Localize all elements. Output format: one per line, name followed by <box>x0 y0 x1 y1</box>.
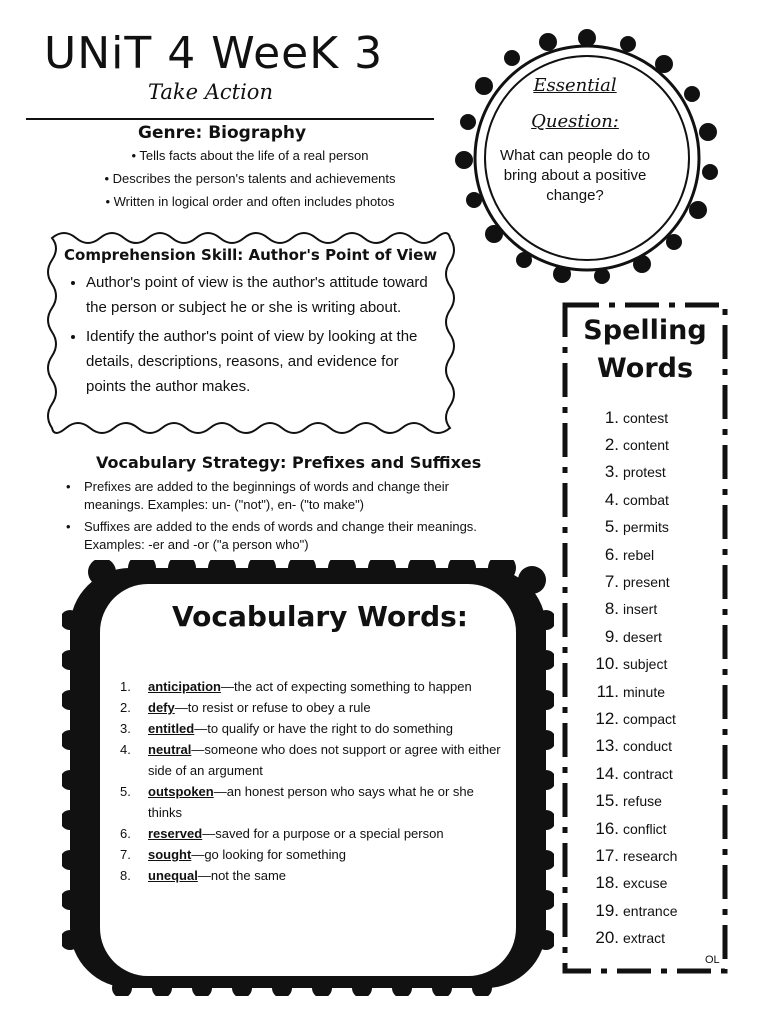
genre-bullet: • Written in logical order and often includes photos <box>60 194 440 209</box>
spelling-word: contract <box>623 765 673 782</box>
spelling-number: 12. <box>595 708 619 728</box>
spelling-number: 3. <box>604 462 619 482</box>
spelling-item <box>585 623 715 650</box>
spelling-item <box>585 568 715 595</box>
spelling-number: 13. <box>595 736 619 756</box>
spelling-word: research <box>623 847 678 864</box>
spelling-number: 10. <box>595 654 619 674</box>
vocab-strategy-bullet: • Suffixes are added to the ends of words and change their meanings. Examples: -er and -or ("a person who") <box>60 518 504 554</box>
vocabulary-term: sought <box>148 847 192 862</box>
spelling-item <box>585 678 715 705</box>
spelling-word: compact <box>623 710 676 727</box>
spelling-word: conduct <box>623 738 673 755</box>
spelling-word: refuse <box>623 793 662 810</box>
spelling-item <box>585 760 715 787</box>
spelling-number: 18. <box>595 873 619 893</box>
vocabulary-term: reserved <box>148 826 203 841</box>
footer-mark: OL <box>705 954 720 966</box>
comprehension-heading: Comprehension Skill: Author's Point of View <box>64 246 438 264</box>
spelling-number: 5. <box>604 517 619 537</box>
comprehension-bullet-list <box>86 270 436 403</box>
spelling-item <box>585 842 715 869</box>
spelling-item <box>585 897 715 924</box>
vocab-strategy-bullet: • Prefixes are added to the beginnings of words and change their meanings. Examples: un- ("not"), en- ("to make") <box>60 478 504 514</box>
vocabulary-definition: —the act of expecting something to happen <box>220 679 472 694</box>
vocabulary-item <box>120 823 504 844</box>
page-title: UNiT 4 WeeK 3 <box>44 28 384 79</box>
comprehension-bullet: • Author's point of view is the author's attitude toward the person or subject he or she is writing about. <box>86 270 436 320</box>
genre-heading: Genre: Biography <box>138 123 307 143</box>
vocabulary-term: unequal <box>148 868 198 883</box>
spelling-item <box>585 924 715 951</box>
spelling-item <box>585 733 715 760</box>
vocabulary-item-number: 1. <box>120 679 131 694</box>
spelling-word: rebel <box>623 546 655 563</box>
spelling-item <box>585 541 715 568</box>
vocabulary-heading: Vocabulary Words: <box>172 600 468 633</box>
genre-bullet: • Tells facts about the life of a real person <box>60 148 440 163</box>
spelling-heading-line: Words <box>596 353 694 384</box>
spelling-item <box>585 404 715 431</box>
vocabulary-item-number: 8. <box>120 868 131 883</box>
spelling-heading <box>570 312 720 388</box>
spelling-number: 17. <box>595 845 619 865</box>
vocabulary-item-number: 4. <box>120 742 131 757</box>
vocabulary-item <box>120 781 504 823</box>
vocabulary-item <box>120 697 504 718</box>
vocabulary-item <box>120 739 504 781</box>
spelling-item <box>585 870 715 897</box>
spelling-word: entrance <box>623 902 678 919</box>
genre-bullet: • Describes the person's talents and achievements <box>60 171 440 186</box>
spelling-word: excuse <box>623 875 668 892</box>
comprehension-bullet: • Identify the author's point of view by looking at the details, descriptions, reasons, and evidence for points the author makes. <box>86 324 436 399</box>
spelling-item <box>585 705 715 732</box>
spelling-word: permits <box>623 519 669 536</box>
vocabulary-item-number: 7. <box>120 847 131 862</box>
spelling-number: 19. <box>595 900 619 920</box>
vocabulary-term: anticipation <box>148 679 221 694</box>
spelling-word: contest <box>623 409 669 426</box>
vocabulary-item <box>120 718 504 739</box>
vocab-strategy-heading: Vocabulary Strategy: Prefixes and Suffixes <box>96 453 482 472</box>
spelling-item <box>585 787 715 814</box>
essential-question-title: Essential Question: <box>531 75 619 132</box>
spelling-number: 20. <box>595 928 619 948</box>
vocab-strategy-bullet-list <box>60 478 504 558</box>
spelling-word: insert <box>623 601 658 618</box>
vocabulary-term: entitled <box>148 721 195 736</box>
spelling-word: subject <box>623 656 668 673</box>
genre-bullet-list <box>60 148 440 217</box>
vocabulary-item <box>120 676 504 697</box>
vocabulary-item-number: 6. <box>120 826 131 841</box>
vocabulary-item-number: 3. <box>120 721 131 736</box>
spelling-number: 2. <box>604 435 619 455</box>
vocabulary-term: defy <box>148 700 175 715</box>
spelling-item <box>585 431 715 458</box>
spelling-list <box>585 404 715 952</box>
spelling-word: desert <box>623 628 662 645</box>
spelling-item <box>585 514 715 541</box>
spelling-word: combat <box>623 491 669 508</box>
spelling-number: 16. <box>595 818 619 838</box>
vocabulary-item <box>120 865 504 886</box>
vocabulary-definition: —to qualify or have the right to do something <box>194 721 453 736</box>
spelling-word: present <box>623 574 670 591</box>
spelling-item <box>585 596 715 623</box>
vocabulary-item-number: 5. <box>120 784 131 799</box>
vocabulary-definition: —someone who does not support or agree with either side of an argument <box>148 742 501 778</box>
spelling-number: 14. <box>595 763 619 783</box>
vocabulary-definition: —go looking for something <box>191 847 346 862</box>
spelling-number: 6. <box>604 544 619 564</box>
vocabulary-definition: —to resist or refuse to obey a rule <box>174 700 371 715</box>
spelling-number: 15. <box>595 791 619 811</box>
vocabulary-definition: —an honest person who says what he or she thinks <box>148 784 474 820</box>
spelling-item <box>585 459 715 486</box>
vocabulary-list <box>120 676 504 886</box>
spelling-word: content <box>623 437 669 454</box>
vocabulary-definition: —saved for a purpose or a special person <box>202 826 444 841</box>
spelling-item <box>585 486 715 513</box>
spelling-word: protest <box>623 464 666 481</box>
spelling-item <box>585 815 715 842</box>
spelling-heading-line: Spelling <box>583 315 707 346</box>
spelling-item <box>585 651 715 678</box>
title-divider <box>26 118 434 120</box>
spelling-word: extract <box>623 930 666 947</box>
spelling-number: 9. <box>604 626 619 646</box>
spelling-number: 7. <box>604 572 619 592</box>
vocabulary-item <box>120 844 504 865</box>
spelling-number: 11. <box>596 681 619 701</box>
vocabulary-definition: —not the same <box>197 868 286 883</box>
spelling-number: 4. <box>604 489 619 509</box>
vocabulary-term: neutral <box>148 742 192 757</box>
spelling-number: 8. <box>604 599 619 619</box>
vocabulary-term: outspoken <box>148 784 214 799</box>
page-subtitle: Take Action <box>148 80 273 104</box>
essential-question-text: What can people do to bring about a positive change? <box>499 147 651 204</box>
spelling-word: conflict <box>623 820 667 837</box>
spelling-number: 1. <box>604 407 619 427</box>
vocabulary-item-number: 2. <box>120 700 131 715</box>
spelling-word: minute <box>623 683 666 700</box>
